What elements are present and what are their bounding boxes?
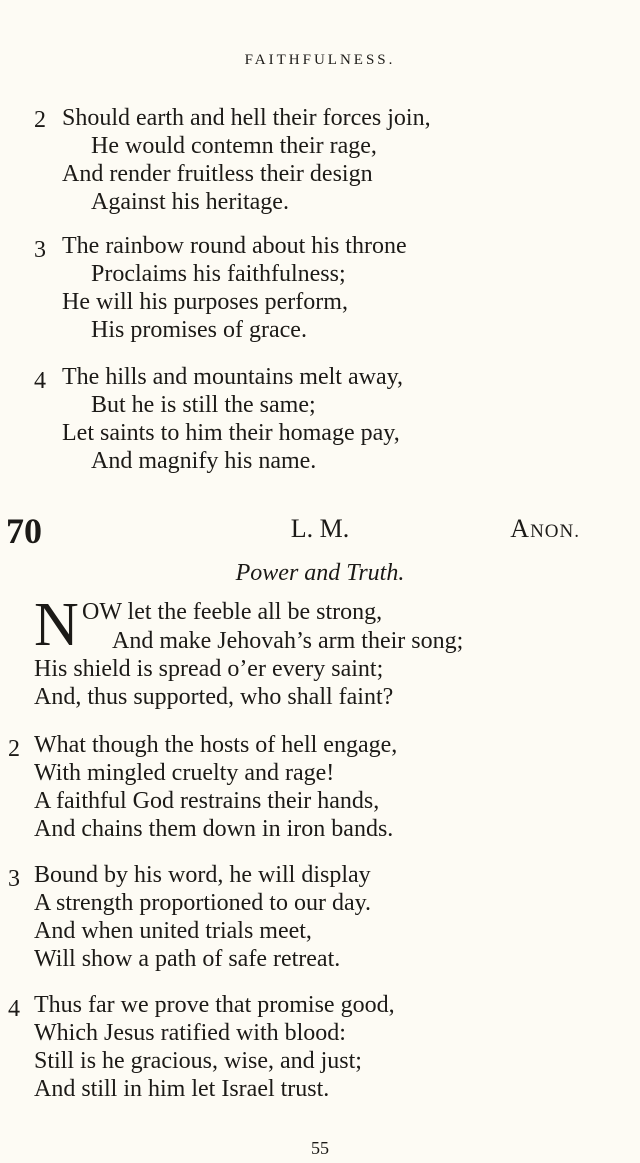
hymn-line: The hills and mountains melt away, — [62, 364, 404, 390]
stanza-number: 3 — [8, 866, 20, 892]
stanza-number: 2 — [8, 736, 20, 762]
hymn-author — [510, 514, 580, 544]
hymn-number: 70 — [6, 511, 42, 551]
running-head: FAITHFULNESS. — [244, 52, 396, 68]
hymn-line: His shield is spread o’er every saint; — [34, 656, 384, 682]
hymn-line: And when united trials meet, — [34, 918, 312, 944]
hymn-line: And, thus supported, who shall faint? — [34, 684, 394, 710]
page-number: 55 — [311, 1138, 329, 1158]
hymn-line: Should earth and hell their forces join, — [62, 105, 431, 131]
hymn-line: And make Jehovah’s arm their song; — [112, 628, 464, 654]
hymn-line: And render fruitless their design — [62, 161, 373, 187]
stanza-number: 4 — [8, 996, 20, 1022]
hymn-line: And magnify his name. — [91, 448, 317, 474]
hymn-line: And chains them down in iron bands. — [34, 816, 394, 842]
hymn-line: His promises of grace. — [91, 317, 307, 343]
drop-cap: N — [34, 591, 79, 659]
hymn-line: With mingled cruelty and rage! — [34, 760, 335, 786]
hymn-meter: L. M. — [290, 514, 350, 543]
hymn-line: Will show a path of safe retreat. — [34, 946, 341, 972]
hymn-line: What though the hosts of hell engage, — [34, 732, 398, 758]
hymn-line: The rainbow round about his throne — [62, 233, 407, 259]
hymn-line: He will his purposes perform, — [62, 289, 348, 315]
stanza-number: 2 — [34, 107, 46, 133]
hymn-line: And still in him let Israel trust. — [34, 1076, 330, 1102]
stanza-number: 3 — [34, 237, 46, 263]
hymn-line: Bound by his word, he will display — [34, 862, 371, 888]
hymn-line: But he is still the same; — [91, 392, 316, 418]
hymn-title: Power and Truth. — [235, 560, 405, 586]
hymn-line: A strength proportioned to our day. — [34, 890, 372, 916]
hymn-line: Proclaims his faithfulness; — [91, 261, 346, 287]
hymn-line: Let saints to him their homage pay, — [62, 420, 400, 446]
hymn-line: He would contemn their rage, — [91, 133, 377, 159]
hymn-line: Against his heritage. — [91, 189, 289, 215]
author-rest: NON. — [530, 521, 580, 542]
hymn-line: OW let the feeble all be strong, — [82, 599, 383, 625]
hymn-line: Which Jesus ratified with blood: — [34, 1020, 346, 1046]
hymn-line: Thus far we prove that promise good, — [34, 992, 395, 1018]
stanza-number: 4 — [34, 368, 46, 394]
hymn-line: A faithful God restrains their hands, — [34, 788, 380, 814]
author-initial: A — [510, 514, 531, 543]
hymn-line: Still is he gracious, wise, and just; — [34, 1048, 362, 1074]
